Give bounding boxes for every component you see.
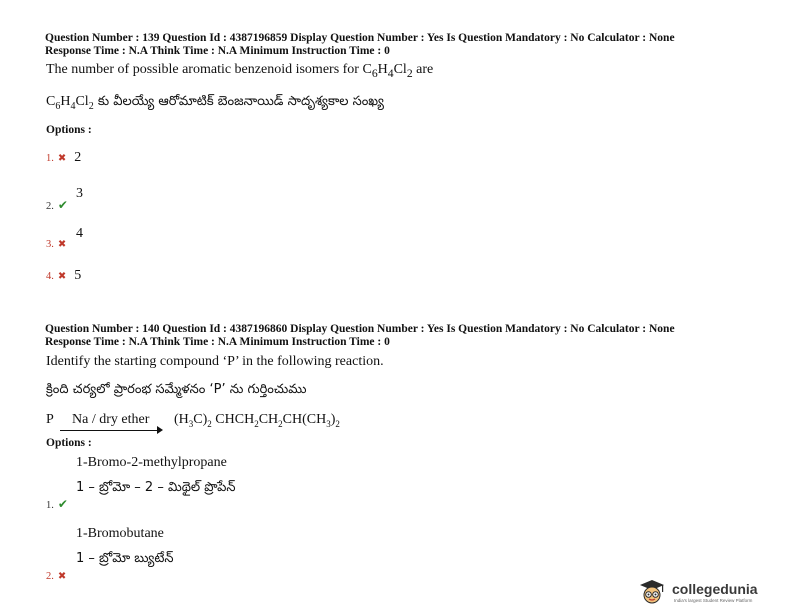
reaction-product: $(H_3C)_2$ $CHCH_2CH_2CH(CH_3)_2$ <box>174 412 340 429</box>
q139-meta-line1: Question Number : 139 Question Id : 4387196859 Display Question Number : Yes Is Question Mandatory : No Calculator : None <box>45 32 675 44</box>
correct-check-icon: ✔ <box>57 497 68 511</box>
correct-check-icon: ✔ <box>57 198 68 212</box>
q139-option-2-value: 3 <box>76 186 83 201</box>
wrong-cross-icon: ✖ <box>57 571 67 582</box>
wrong-cross-icon: ✖ <box>57 153 67 164</box>
reaction-reagent: Na / dry ether <box>72 412 150 427</box>
q139-meta-line2: Response Time : N.A Think Time : N.A Minimum Instruction Time : 0 <box>45 45 390 57</box>
q140-option-2-telugu: 1 – బ్రోమో బ్యుటేన్ <box>76 551 174 566</box>
wrong-cross-icon: ✖ <box>57 271 67 282</box>
q139-option-3: 3. ✖ <box>46 239 67 250</box>
collegedunia-logo: collegedunia India's largest Student Review Platform <box>636 578 786 606</box>
q139-option-1: 1. ✖ 2 <box>46 150 82 165</box>
q140-meta-line1: Question Number : 140 Question Id : 4387196860 Display Question Number : Yes Is Question Mandatory : No Calculator : None <box>45 323 675 335</box>
q139-options-label: Options : <box>46 124 92 136</box>
q140-meta-line2: Response Time : N.A Think Time : N.A Minimum Instruction Time : 0 <box>45 336 390 348</box>
q140-option-2-english: 1-Bromobutane <box>76 526 164 541</box>
reaction-reactant: P <box>46 412 54 427</box>
graduate-mascot-icon <box>636 578 668 606</box>
q140-option-2: 2. ✖ <box>46 571 67 582</box>
q140-options-label: Options : <box>46 437 92 449</box>
q140-question-english: Identify the starting compound ‘P’ in the following reaction. <box>46 354 384 369</box>
q139-option-4: 4. ✖ 5 <box>46 268 82 283</box>
wrong-cross-icon: ✖ <box>57 239 67 250</box>
q140-option-1: 1. ✔ <box>46 497 68 511</box>
reaction-arrow-icon <box>60 430 158 431</box>
q140-option-1-telugu: 1 – బ్రోమో – 2 – మిథైల్ ప్రొపేన్ <box>76 480 236 495</box>
q140-option-1-english: 1-Bromo-2-methylpropane <box>76 455 227 470</box>
q139-question-telugu: $C_6H_4Cl_2$ కు వీలయ్యే ఆరోమాటిక్ బెంజనాయిడ్ సాదృశ్యకాల సంఖ్య <box>46 94 384 113</box>
q139-option-2: 2. ✔ <box>46 198 68 212</box>
q140-question-telugu: క్రింది చర్యలో ప్రారంభ సమ్మేళనం ‘P’ ను గుర్తించుము <box>46 382 307 397</box>
q139-option-3-value: 4 <box>76 226 83 241</box>
q139-question-english: The number of possible aromatic benzenoid isomers for $C_6H_4Cl_2$ are <box>46 62 434 80</box>
